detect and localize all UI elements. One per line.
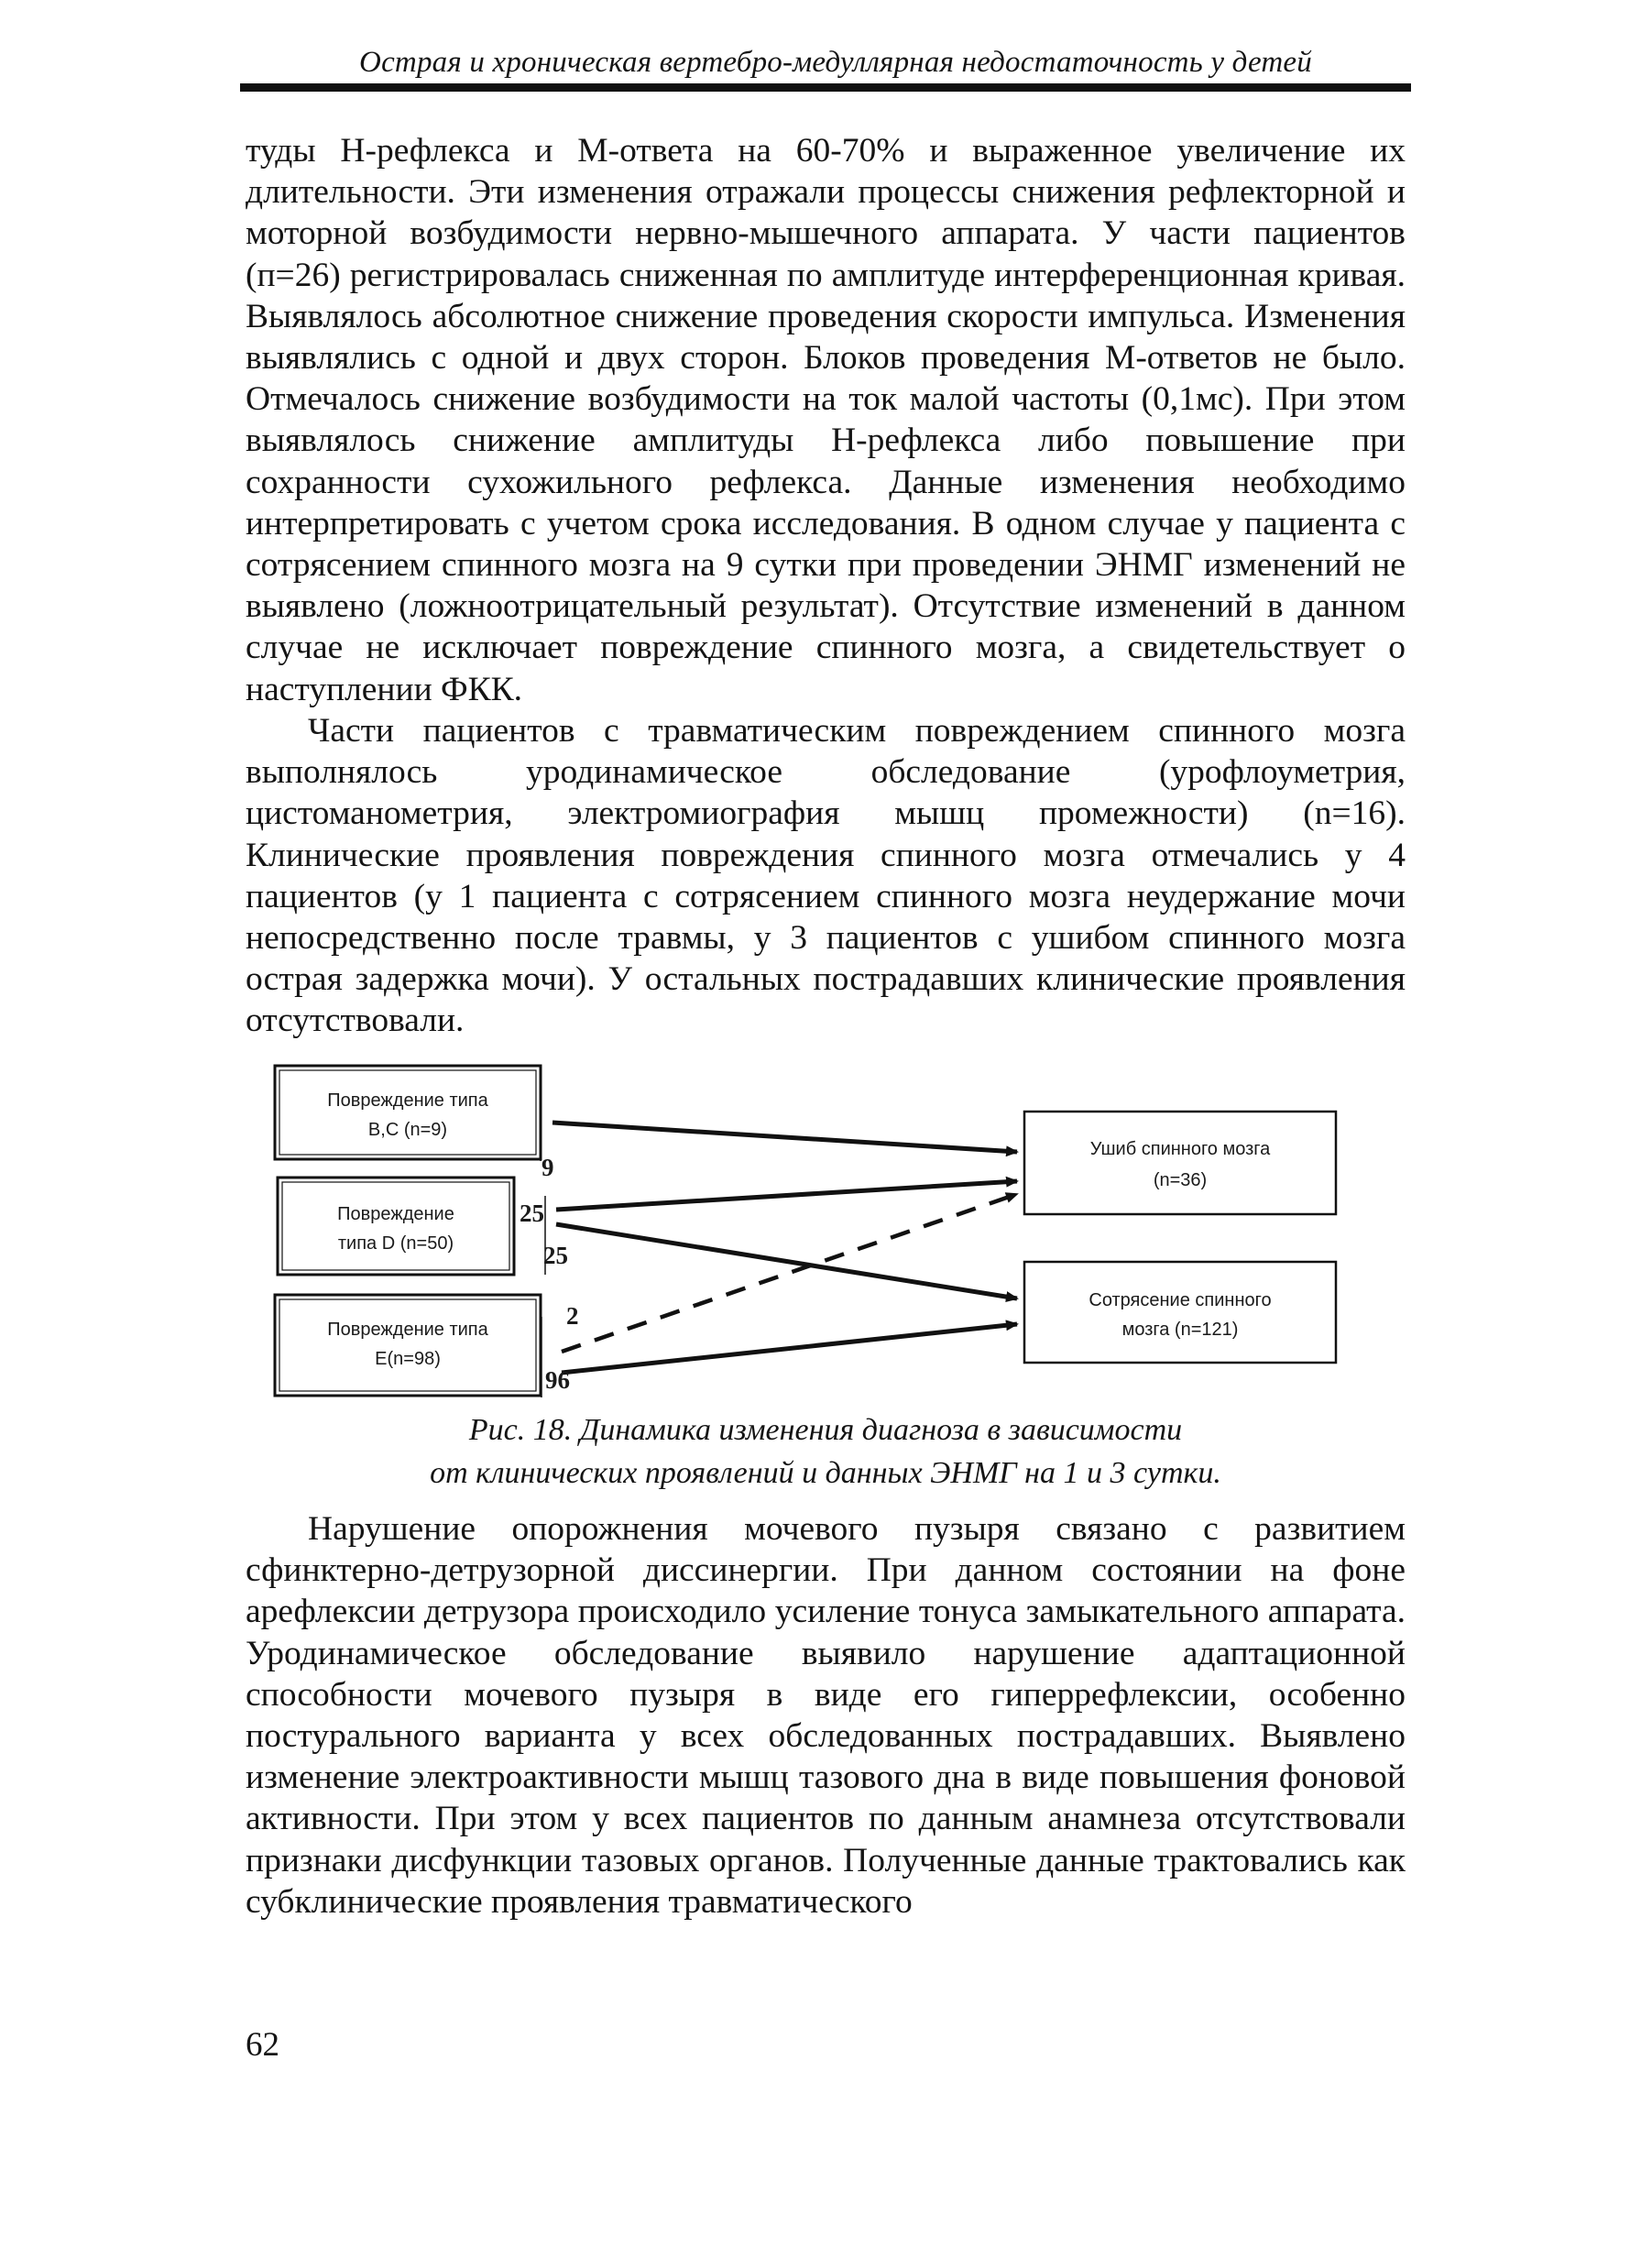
paragraph-1: туды Н-рефлекса и М-ответа на 60-70% и выраженное увеличение их длительности. Эти изменения отражали процессы снижения рефлекторной и моторной возбудимости нервно-мышечного аппарата. У части пациентов (п=26) регистрировалась сниженная по амплитуде интерференционная кривая. Выявлялось абсолютное снижение проведения скорости импульса. Изменения выявлялись с одной и двух сторон. Блоков проведения М-ответов не было. Отмечалось снижение возбудимости на ток малой частоты (0,1мс). При этом выявлялось снижение амплитуды Н-рефлекса либо повышение при сохранности сухожильного рефлекса. Данные изменения необходимо интерпретировать с учетом срока исследования. В одном случае у пациента с сотрясением спинного мозга на 9 сутки при проведении ЭНМГ изменений не выявлено (ложноотрицательный результат). Отсутствие изменений в данном случае не исключает повреждение спинного мозга, а свидетельствует о наступлении ФКК. (246, 132, 1406, 708)
figure-caption (246, 1408, 1406, 1495)
target-box-concussion (1024, 1262, 1336, 1363)
target-contusion-line2: (n=36) (1153, 1170, 1208, 1190)
figure-caption-line-1: Рис. 18. Динамика изменения диагноза в зависимости (468, 1413, 1183, 1447)
arrow-e-to-contusion-dashed (562, 1194, 1017, 1352)
page-number: 62 (246, 2026, 279, 2064)
arrow-d-to-concussion (556, 1224, 1017, 1298)
target-concussion-line2: мозга (n=121) (1121, 1320, 1239, 1340)
arrow-e-to-concussion (562, 1324, 1017, 1373)
source-box-d (278, 1178, 514, 1275)
paragraph-3: Нарушение опорожнения мочевого пузыря связано с развитием сфинктерно-детрузорной диссинергии. При данном состоянии на фоне арефлексии детрузора происходило усиление тонуса замыкательного аппарата. Уродинамическое обследование выявило нарушение адаптационной способности мочевого пузыря в виде его гиперрефлексии, особенно постурального варианта у всех обследованных пострадавших. Выявлено изменение электроактивности мышц тазового дна в виде повышения фоновой активности. При этом у всех пациентов по данным анамнеза отсутствовали признаки дисфункции тазовых органов. Полученные данные трактовались как субклинические проявления травматического (246, 1510, 1406, 1921)
flow-label-d-concussion: 25 (543, 1242, 568, 1269)
source-d-line1: Повреждение (337, 1204, 454, 1224)
flow-label-e-contusion: 2 (566, 1302, 579, 1330)
figure-18-flow-diagram (270, 1058, 1370, 1402)
target-contusion-line1: Ушиб спинного мозга (1089, 1139, 1271, 1159)
flow-label-bc-contusion: 9 (542, 1154, 554, 1181)
target-concussion-line1: Сотрясение спинного (1089, 1290, 1272, 1310)
flow-label-d-contusion: 25 (520, 1200, 544, 1227)
source-e-line1: Повреждение типа (327, 1320, 488, 1340)
paragraph-2: Части пациентов с травматическим повреждением спинного мозга выполнялось уродинамическое обследование (урофлоуметрия, цистоманометрия, электромиография мышц промежности) (n=16). Клинические проявления повреждения спинного мозга отмечались у 4 пациентов (у 1 пациента с сотрясением спинного мозга неудержание мочи непосредственно после травмы, у 3 пациентов с ушибом спинного мозга острая задержка мочи). У остальных пострадавших клинические проявления отсутствовали. (246, 712, 1406, 1040)
source-bc-line1: Повреждение типа (327, 1090, 488, 1111)
arrow-bc-to-contusion (552, 1123, 1017, 1152)
source-bc-line2: В,С (n=9) (367, 1120, 448, 1140)
source-e-line2: E(n=98) (375, 1349, 441, 1369)
source-box-bc (275, 1066, 541, 1159)
arrow-d-to-contusion (556, 1181, 1017, 1210)
flow-label-e-concussion: 96 (545, 1366, 570, 1394)
header-rule (240, 83, 1411, 92)
running-header: Острая и хроническая вертебро-медуллярная недостаточность у детей (359, 46, 1312, 79)
target-box-contusion (1024, 1112, 1336, 1214)
source-d-line2: типа D (n=50) (337, 1233, 454, 1254)
source-box-e (275, 1295, 541, 1396)
figure-caption-line-2: от клинических проявлений и данных ЭНМГ на 1 и 3 сутки. (430, 1456, 1221, 1490)
